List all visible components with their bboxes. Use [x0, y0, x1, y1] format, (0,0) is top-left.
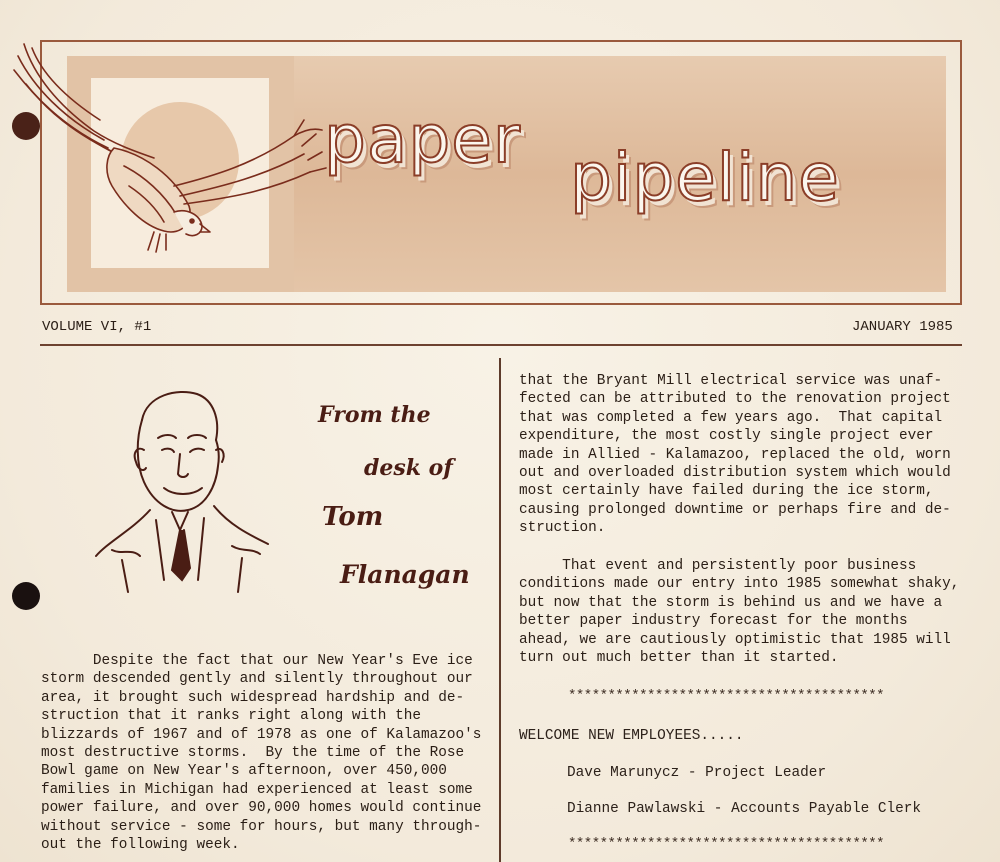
masthead-logo	[324, 101, 840, 216]
article-right-column-p1: that the Bryant Mill electrical service was unaf- fected can be attributed to the renovation project that was completed a few years ago. That capital expenditure, the most costly single project ever made in Allied - Kalamazoo, replaced the old, worn out and overloaded distribution system which would most certainly have failed during the ice storm, causing prolonged downtime or perhaps fire and de- struction.	[519, 373, 951, 537]
article-left-column: Despite the fact that our New Year's Eve ice storm descended gently and silently throughout our area, it brought such widespread hardship and de- struction that it ranks right along with the blizzards of 1967 and of 1978 as one of Kalamazoo's most destructive storms. By the time of the Rose Bowl game on New Year's afternoon, over 450,000 families in Michigan had experienced at least some power failure, and over 90,000 homes would continue without service - some for hours, but many through- out the following week.	[41, 653, 482, 854]
header-rule	[40, 344, 962, 346]
employee-entry: Dianne Pawlawski - Accounts Payable Clerk	[567, 801, 922, 817]
article-right-column-p2: That event and persistently poor business conditions made our entry into 1985 somewhat shaky, but now that the storm is behind us and we have a better paper industry forecast for the months ahead, we are cautiously optimistic that 1985 will turn out much better than it started.	[519, 558, 960, 667]
welcome-heading: WELCOME NEW EMPLOYEES.....	[519, 728, 744, 744]
eagle-icon	[4, 36, 334, 266]
desk-heading-line1: From the	[318, 402, 431, 428]
desk-heading-name-first: Tom	[322, 502, 384, 532]
separator-stars-top: ****************************************	[568, 688, 885, 704]
logo-word-paper: paper	[324, 101, 521, 178]
masthead-right-panel	[294, 56, 946, 292]
logo-word-pipeline: pipeline	[570, 139, 840, 216]
separator-stars-bottom: ****************************************	[568, 836, 885, 852]
masthead	[40, 40, 962, 305]
issue-date: JANUARY 1985	[852, 319, 953, 335]
volume-label: VOLUME VI, #1	[42, 319, 152, 335]
employee-entry: Dave Marunycz - Project Leader	[567, 765, 827, 781]
desk-heading-line2: desk of	[364, 455, 453, 481]
column-divider	[499, 358, 501, 862]
desk-heading-name-last: Flanagan	[340, 560, 470, 589]
portrait-icon	[92, 380, 272, 615]
punch-hole-bottom	[12, 582, 40, 610]
